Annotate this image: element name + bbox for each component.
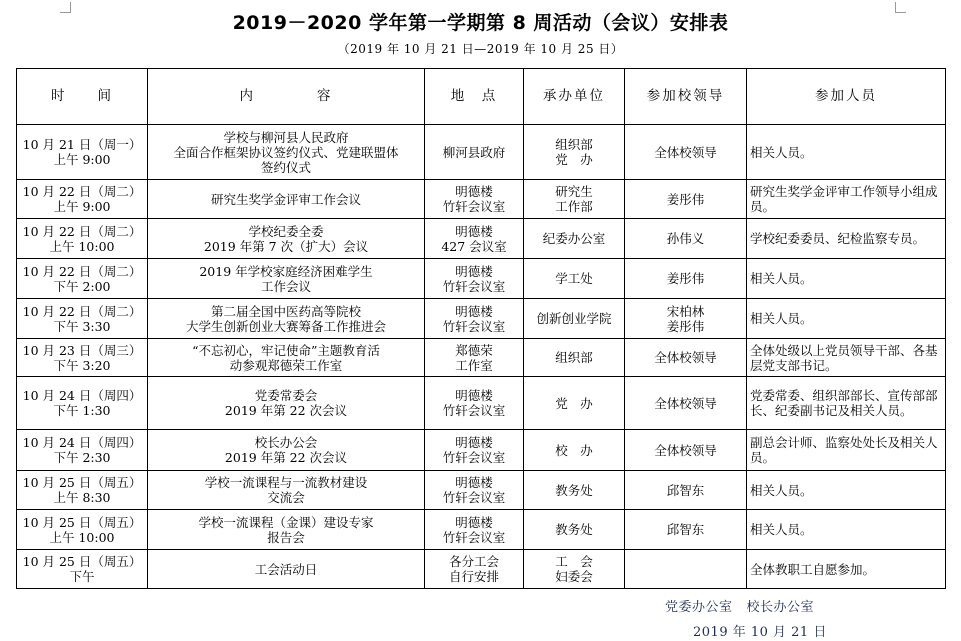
content-line: 交流会	[267, 490, 305, 505]
location-line: 明德楼	[455, 435, 493, 450]
cell-organizer	[524, 125, 625, 180]
organizer-line: 研究生	[555, 184, 593, 199]
time-line: 10 月 25 日（周五）	[22, 554, 142, 569]
location-line: 竹轩会议室	[442, 403, 506, 418]
organizer-line: 校 办	[555, 442, 593, 458]
time-line: 下午 3:20	[53, 357, 111, 373]
table-row	[17, 299, 946, 339]
participants-text: 全体教职工自愿参加。	[750, 561, 876, 577]
cell-content	[148, 471, 425, 510]
leader-line: 姜彤伟	[666, 318, 705, 334]
signatory-president-office: 校长办公室	[746, 600, 815, 615]
cell-location	[425, 510, 524, 550]
cell-leader	[625, 339, 747, 377]
cell-time	[17, 377, 148, 430]
cell-leader	[625, 471, 747, 510]
leader-line: 全体校领导	[654, 144, 717, 160]
cell-organizer	[524, 299, 625, 339]
time-line: 下午 2:00	[53, 278, 111, 294]
cell-time	[17, 550, 148, 589]
organizer-line: 组织部	[555, 137, 593, 152]
location-line: 竹轩会议室	[442, 318, 506, 334]
cell-organizer	[524, 259, 625, 299]
location-line: 郑德荣	[455, 342, 493, 358]
cell-time	[17, 259, 148, 299]
column-header-location: 地 点	[425, 69, 524, 125]
content-line: 学校一流课程与一流教材建设	[204, 475, 368, 490]
cell-organizer	[524, 377, 625, 430]
cell-content	[148, 550, 425, 589]
location-line: 工作室	[455, 357, 493, 373]
column-header-content: 内 容	[148, 69, 425, 125]
table-row	[17, 430, 946, 471]
cell-organizer	[524, 471, 625, 510]
table-row	[17, 219, 946, 259]
cell-location	[425, 259, 524, 299]
location-line: 明德楼	[455, 223, 493, 239]
cell-leader	[625, 377, 747, 430]
footer-date: 2019 年 10 月 21 日	[693, 625, 827, 640]
cell-organizer	[524, 219, 625, 259]
table-row	[17, 180, 946, 219]
time-line: 下午	[69, 569, 95, 584]
leader-line: 全体校领导	[654, 442, 717, 458]
participants-text: 研究生奖学金评审工作领导小组成员。	[750, 184, 938, 214]
leader-line: 全体校领导	[654, 395, 717, 411]
location-line: 竹轩会议室	[442, 490, 506, 505]
content-line: 签约仪式	[260, 159, 311, 175]
cell-content	[148, 339, 425, 377]
column-header-organizer: 承办单位	[524, 69, 625, 125]
cell-leader	[625, 510, 747, 550]
organizer-line: 工作部	[555, 199, 593, 214]
cell-leader	[625, 259, 747, 299]
content-line: “不忘初心，牢记使命”主题教育活	[192, 342, 380, 358]
participants-text: 学校纪委委员、纪检监察专员。	[750, 231, 926, 246]
time-line: 上午 10:00	[49, 529, 115, 545]
cell-time	[17, 299, 148, 339]
column-header-time: 时 间	[17, 69, 148, 125]
cell-content	[148, 219, 425, 259]
page-title: 2019－2020 学年第一学期第 8 周活动（会议）安排表	[232, 12, 729, 34]
time-line: 10 月 22 日（周二）	[22, 263, 142, 279]
table-row	[17, 510, 946, 550]
content-line: 动参观郑德荣工作室	[229, 357, 343, 373]
cell-time	[17, 471, 148, 510]
time-line: 10 月 21 日（周一）	[22, 137, 142, 152]
location-line: 明德楼	[455, 475, 493, 490]
content-line: 2019 年第 7 次（扩大）会议	[203, 238, 369, 254]
cell-time	[17, 339, 148, 377]
location-line: 自行安排	[448, 569, 499, 584]
time-line: 10 月 24 日（周四）	[22, 388, 142, 403]
cell-leader	[625, 219, 747, 259]
time-line: 10 月 24 日（周四）	[22, 435, 142, 450]
cell-participants	[747, 180, 946, 219]
cell-time	[17, 510, 148, 550]
cell-content	[148, 125, 425, 180]
time-line: 10 月 25 日（周五）	[22, 475, 142, 490]
cell-location	[425, 299, 524, 339]
organizer-line: 学工处	[555, 271, 593, 286]
location-line: 柳河县政府	[442, 144, 506, 160]
footer-signatories	[665, 596, 814, 615]
cell-content	[148, 259, 425, 299]
organizer-line: 党 办	[555, 395, 593, 411]
content-line: 学校与柳河县人民政府	[223, 129, 349, 145]
leader-line: 宋柏林	[666, 303, 705, 319]
column-header-leader: 参加校领导	[625, 69, 747, 125]
time-line: 10 月 22 日（周二）	[22, 303, 142, 319]
cell-location	[425, 377, 524, 430]
leader-line: 孙伟义	[666, 231, 705, 246]
cell-location	[425, 339, 524, 377]
content-line: 学校一流课程（金课）建设专家	[198, 514, 374, 530]
organizer-line: 工 会	[555, 554, 593, 569]
content-line: 党委常委会	[254, 388, 318, 403]
content-line: 报告会	[267, 529, 305, 545]
content-line: 工会活动日	[254, 561, 318, 577]
cell-location	[425, 471, 524, 510]
cell-participants	[747, 510, 946, 550]
time-line: 10 月 22 日（周二）	[22, 184, 142, 199]
participants-text: 相关人员。	[750, 482, 813, 498]
content-line: 全面合作框架协议签约仪式、党建联盟体	[173, 144, 399, 160]
cell-location	[425, 550, 524, 589]
location-line: 明德楼	[455, 514, 493, 530]
cell-location	[425, 430, 524, 471]
cell-participants	[747, 471, 946, 510]
column-header-participants: 参加人员	[747, 69, 946, 125]
content-line: 2019 年第 22 次会议	[224, 450, 348, 465]
content-line: 2019 年第 22 次会议	[224, 403, 348, 418]
organizer-line: 妇委会	[555, 569, 593, 584]
location-line: 明德楼	[455, 303, 493, 319]
location-line: 明德楼	[455, 263, 493, 279]
content-line: 研究生奖学金评审工作会议	[210, 191, 361, 207]
time-line: 10 月 25 日（周五）	[22, 514, 142, 530]
participants-text: 全体处级以上党员领导干部、各基层党支部书记。	[750, 342, 938, 373]
page-subtitle: （2019 年 10 月 21 日—2019 年 10 月 25 日）	[337, 42, 624, 56]
table-row	[17, 339, 946, 377]
location-line: 明德楼	[455, 388, 493, 403]
location-line: 竹轩会议室	[442, 199, 506, 214]
cell-leader	[625, 299, 747, 339]
participants-text: 党委常委、组织部部长、宣传部部长、纪委副书记及相关人员。	[750, 388, 938, 418]
time-line: 上午 9:00	[53, 199, 111, 214]
organizer-line: 组织部	[555, 350, 593, 365]
participants-text: 相关人员。	[750, 522, 813, 537]
cell-participants	[747, 430, 946, 471]
location-line: 427 会议室	[441, 238, 507, 254]
location-line: 明德楼	[455, 184, 493, 199]
organizer-line: 教务处	[555, 522, 593, 537]
organizer-line: 创新创业学院	[536, 311, 612, 326]
cell-organizer	[524, 550, 625, 589]
time-line: 下午 2:30	[53, 450, 111, 465]
cell-leader	[625, 550, 747, 589]
cell-time	[17, 430, 148, 471]
table-header-row	[17, 69, 946, 125]
organizer-line: 纪委办公室	[542, 231, 606, 246]
cell-participants	[747, 259, 946, 299]
cell-content	[148, 377, 425, 430]
cell-organizer	[524, 430, 625, 471]
content-line: 2019 年学校家庭经济困难学生	[199, 263, 373, 279]
cell-location	[425, 219, 524, 259]
time-line: 下午 3:30	[53, 318, 111, 334]
schedule-table	[16, 68, 946, 589]
cell-organizer	[524, 510, 625, 550]
location-line: 各分工会	[448, 554, 499, 569]
location-line: 竹轩会议室	[442, 450, 506, 465]
schedule-table-body	[17, 125, 946, 589]
table-row	[17, 259, 946, 299]
participants-text: 相关人员。	[750, 144, 813, 160]
leader-line: 姜彤伟	[666, 271, 705, 286]
cell-participants	[747, 299, 946, 339]
cell-participants	[747, 339, 946, 377]
location-line: 竹轩会议室	[442, 529, 506, 545]
cell-time	[17, 180, 148, 219]
content-line: 第二届全国中医药高等院校	[210, 303, 361, 319]
time-line: 上午 10:00	[49, 238, 115, 254]
cell-content	[148, 299, 425, 339]
location-line: 竹轩会议室	[442, 278, 506, 294]
cell-participants	[747, 219, 946, 259]
participants-text: 相关人员。	[750, 311, 813, 326]
cell-participants	[747, 377, 946, 430]
content-line: 大学生创新创业大赛筹备工作推进会	[185, 318, 386, 334]
cell-time	[17, 125, 148, 180]
cell-content	[148, 430, 425, 471]
time-line: 上午 9:00	[53, 152, 111, 167]
cell-time	[17, 219, 148, 259]
cell-content	[148, 180, 425, 219]
cell-leader	[625, 125, 747, 180]
leader-line: 邱智东	[666, 522, 705, 537]
time-line: 下午 1:30	[53, 403, 111, 418]
cell-location	[425, 180, 524, 219]
content-line: 工作会议	[260, 278, 311, 294]
cell-organizer	[524, 339, 625, 377]
cell-leader	[625, 180, 747, 219]
cell-content	[148, 510, 425, 550]
participants-text: 副总会计师、监察处处长及相关人员。	[750, 435, 938, 465]
content-line: 校长办公会	[254, 435, 318, 450]
table-row	[17, 125, 946, 180]
table-row	[17, 377, 946, 430]
leader-line: 姜彤伟	[666, 191, 705, 207]
cell-leader	[625, 430, 747, 471]
signatory-party-office: 党委办公室	[665, 600, 733, 615]
time-line: 上午 8:30	[53, 490, 111, 505]
cell-participants	[747, 125, 946, 180]
leader-line: 邱智东	[666, 482, 705, 498]
table-row	[17, 471, 946, 510]
organizer-line: 党 办	[555, 152, 593, 167]
time-line: 10 月 23 日（周三）	[22, 342, 142, 358]
organizer-line: 教务处	[555, 482, 593, 498]
table-row	[17, 550, 946, 589]
cell-location	[425, 125, 524, 180]
content-line: 学校纪委全委	[248, 223, 324, 239]
cell-participants	[747, 550, 946, 589]
cell-organizer	[524, 180, 625, 219]
time-line: 10 月 22 日（周二）	[22, 223, 142, 239]
leader-line: 全体校领导	[654, 350, 717, 365]
participants-text: 相关人员。	[750, 271, 813, 286]
